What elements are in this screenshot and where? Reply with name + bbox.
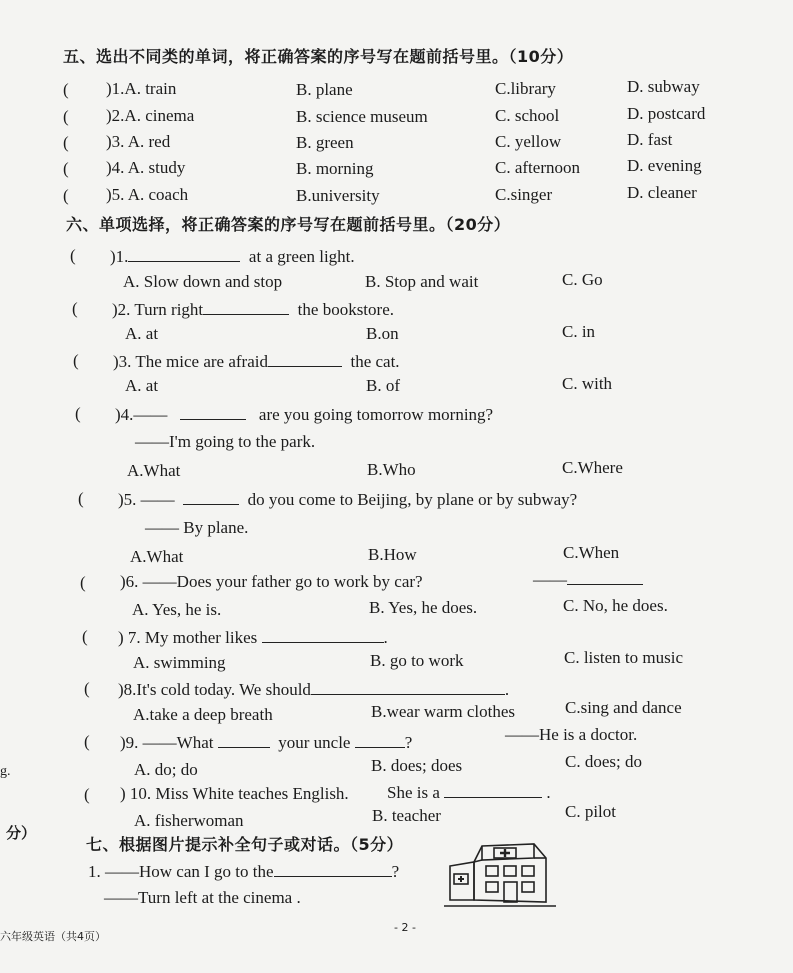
option-a: A. fisherwoman bbox=[134, 811, 244, 830]
section-5-title: 五、选出不同类的单词，将正确答案的序号写在题前括号里。（10分） bbox=[63, 47, 574, 66]
question-stem: ) 7. My mother likes . bbox=[118, 628, 388, 647]
dialogue-reply: —— bbox=[533, 568, 643, 590]
option-b: B.wear warm clothes bbox=[371, 702, 515, 721]
item-option-b: B.university bbox=[296, 186, 380, 205]
option-c: C.When bbox=[563, 543, 620, 562]
answer-bracket[interactable]: ( bbox=[82, 627, 88, 646]
dialogue-reply: ——He is a doctor. bbox=[505, 725, 638, 744]
item-option-c: C.singer bbox=[495, 185, 553, 204]
answer-bracket[interactable]: ( bbox=[84, 679, 90, 698]
item-option-d: D. cleaner bbox=[627, 183, 697, 202]
option-c: C. in bbox=[562, 322, 596, 341]
footer-subject: 六年级英语（共4页） bbox=[0, 930, 106, 943]
dialogue-reply: ——I'm going to the park. bbox=[135, 432, 316, 451]
option-a: A. Yes, he is. bbox=[132, 600, 222, 619]
fill-blank[interactable] bbox=[274, 860, 392, 877]
item-option-b: B. morning bbox=[296, 159, 374, 178]
answer-bracket[interactable]: ( bbox=[80, 573, 86, 592]
answer-bracket[interactable]: ( bbox=[84, 785, 90, 804]
option-a: A.take a deep breath bbox=[133, 705, 273, 724]
option-b: B.on bbox=[366, 324, 399, 343]
option-b: B. Yes, he does. bbox=[369, 598, 478, 617]
option-a: A. at bbox=[125, 376, 159, 395]
question-stem: )4.—— are you going tomorrow morning? bbox=[115, 405, 494, 424]
answer-bracket[interactable]: ( bbox=[73, 351, 79, 370]
question-stem: 1. ——How can I go to the ? bbox=[88, 862, 400, 881]
question-stem: )5. —— do you come to Beijing, by plane or by subway? bbox=[118, 490, 578, 509]
option-c: C. pilot bbox=[565, 802, 617, 821]
item-option-d: D. fast bbox=[627, 130, 673, 149]
option-c: C. with bbox=[562, 374, 613, 393]
option-a: A. swimming bbox=[133, 653, 226, 672]
answer-bracket[interactable]: ( bbox=[63, 159, 69, 178]
question-stem: ) 10. Miss White teaches English. bbox=[120, 784, 349, 803]
answer-bracket[interactable]: ( bbox=[78, 489, 84, 508]
item-option-a: )1.A. train bbox=[106, 79, 177, 98]
page-number: - 2 - bbox=[394, 921, 416, 934]
cropped-score-left: 分） bbox=[6, 824, 37, 842]
question-stem: )6. ——Does your father go to work by car? bbox=[120, 572, 423, 591]
answer-bracket[interactable]: ( bbox=[63, 133, 69, 152]
option-b: B. does; does bbox=[371, 756, 463, 775]
item-option-b: B. green bbox=[296, 133, 354, 152]
answer-bracket[interactable]: ( bbox=[72, 299, 78, 318]
option-b: B.How bbox=[368, 545, 417, 564]
fill-blank[interactable] bbox=[203, 298, 289, 315]
item-option-a: )3. A. red bbox=[106, 132, 171, 151]
dialogue-reply: ——Turn left at the cinema . bbox=[104, 888, 301, 907]
item-option-b: B. science museum bbox=[296, 107, 428, 126]
option-c: C. does; do bbox=[565, 752, 642, 771]
option-c: C. Go bbox=[562, 270, 603, 289]
option-a: A. at bbox=[125, 324, 159, 343]
answer-bracket[interactable]: ( bbox=[70, 246, 76, 265]
question-stem: )1. at a green light. bbox=[110, 247, 355, 266]
fill-blank[interactable] bbox=[218, 731, 270, 748]
option-a: A. Slow down and stop bbox=[123, 272, 283, 291]
item-option-d: D. evening bbox=[627, 156, 702, 175]
item-option-c: C.library bbox=[495, 79, 556, 98]
fill-blank[interactable] bbox=[128, 245, 240, 262]
cropped-fragment-left: g. bbox=[0, 764, 11, 779]
answer-bracket[interactable]: ( bbox=[84, 732, 90, 751]
item-option-a: )4. A. study bbox=[106, 158, 186, 177]
fill-blank[interactable] bbox=[311, 678, 505, 695]
option-c: C.Where bbox=[562, 458, 623, 477]
option-a: A.What bbox=[130, 547, 184, 566]
section-7-title: 七、根据图片提示补全句子或对话。（5分） bbox=[86, 835, 404, 854]
fill-blank[interactable] bbox=[355, 731, 405, 748]
item-option-d: D. postcard bbox=[627, 104, 706, 123]
option-b: B. go to work bbox=[370, 651, 464, 670]
item-option-a: )2.A. cinema bbox=[106, 106, 195, 125]
answer-bracket[interactable]: ( bbox=[63, 107, 69, 126]
option-a: A.What bbox=[127, 461, 181, 480]
option-c: C.sing and dance bbox=[565, 698, 682, 717]
fill-blank[interactable] bbox=[268, 350, 342, 367]
fill-blank[interactable] bbox=[180, 403, 246, 420]
item-option-c: C. yellow bbox=[495, 132, 562, 151]
item-option-a: )5. A. coach bbox=[106, 185, 189, 204]
item-option-c: C. school bbox=[495, 106, 560, 125]
item-option-b: B. plane bbox=[296, 80, 353, 99]
question-stem: )9. ——What your uncle ? bbox=[120, 733, 413, 752]
option-b: B. teacher bbox=[372, 806, 441, 825]
item-option-c: C. afternoon bbox=[495, 158, 580, 177]
question-stem: )8.It's cold today. We should . bbox=[118, 680, 510, 699]
section-6-title: 六、单项选择，将正确答案的序号写在题前括号里。（20分） bbox=[66, 215, 511, 234]
option-c: C. No, he does. bbox=[563, 596, 668, 615]
hospital-building-picture bbox=[444, 836, 556, 908]
fill-blank[interactable] bbox=[262, 626, 384, 643]
option-b: B. Stop and wait bbox=[365, 272, 479, 291]
option-b: B.Who bbox=[367, 460, 416, 479]
fill-blank[interactable] bbox=[183, 488, 239, 505]
option-a: A. do; do bbox=[134, 760, 198, 779]
question-stem: )2. Turn right the bookstore. bbox=[112, 300, 394, 319]
fill-blank[interactable] bbox=[444, 781, 542, 798]
item-option-d: D. subway bbox=[627, 77, 700, 96]
question-stem-cont: She is a . bbox=[387, 783, 551, 802]
fill-blank[interactable] bbox=[567, 568, 643, 585]
dialogue-reply: —— By plane. bbox=[145, 518, 249, 537]
answer-bracket[interactable]: ( bbox=[75, 404, 81, 423]
question-stem: )3. The mice are afraid the cat. bbox=[113, 352, 400, 371]
option-b: B. of bbox=[366, 376, 400, 395]
option-c: C. listen to music bbox=[564, 648, 683, 667]
answer-bracket[interactable]: ( bbox=[63, 186, 69, 205]
answer-bracket[interactable]: ( bbox=[63, 80, 69, 99]
